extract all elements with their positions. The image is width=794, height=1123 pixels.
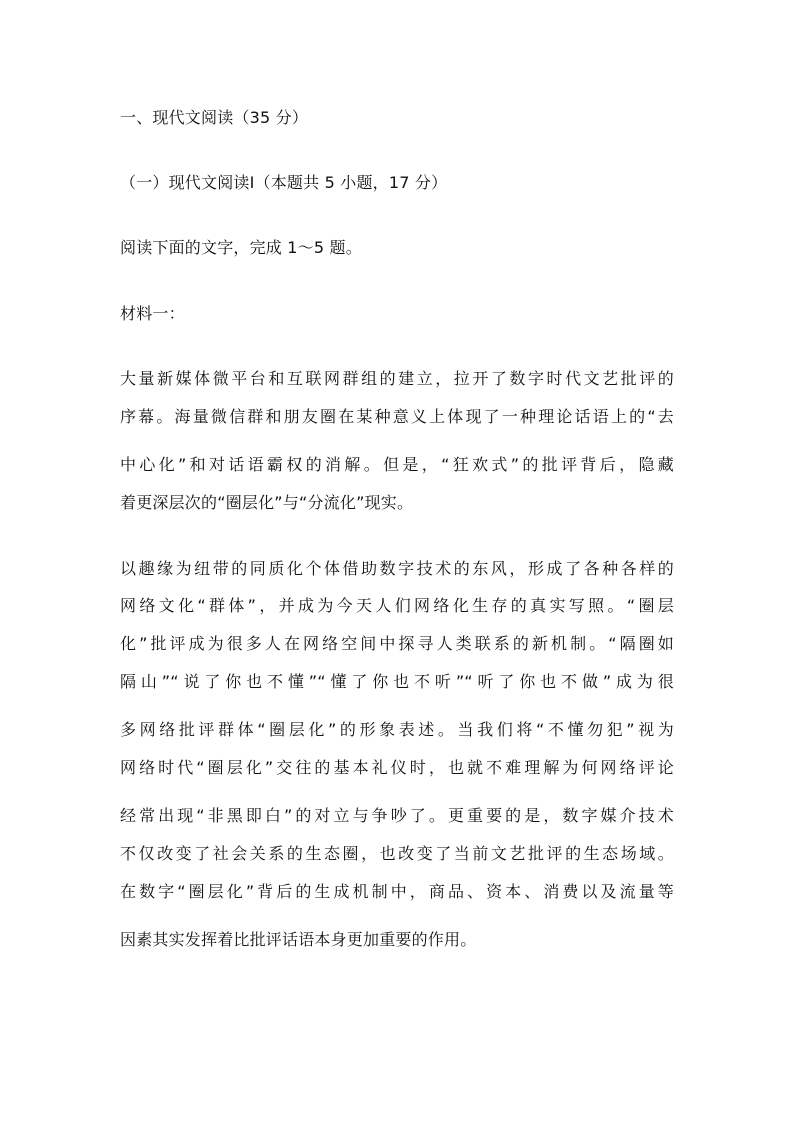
paragraph-1-line: 序幕。海量微信群和朋友圈在某种意义上体现了一种理论话语上的“去 [120,407,674,426]
paragraph-2-line: 隔山”“说了你也不懂”“懂了你也不听”“听了你也不做”成为很 [120,672,674,691]
paragraph-2-line: 网络时代“圈层化”交往的基本礼仪时，也就不难理解为何网络评论 [120,758,674,777]
reading-instruction: 阅读下面的文字，完成 1～5 题。 [120,238,362,257]
paragraph-2-line: 因素其实发挥着比批评话语本身更加重要的作用。 [120,930,477,949]
paragraph-2-line: 网络文化“群体”，并成为今天人们网络化生存的真实写照。“圈层 [120,596,674,615]
paragraph-2-line: 不仅改变了社会关系的生态圈，也改变了当前文艺批评的生态场域。 [120,844,674,863]
material-label: 材料一： [120,304,185,323]
section-title: 一、现代文阅读（35 分） [120,108,309,127]
paragraph-2-line: 经常出现“非黑即白”的对立与争吵了。更重要的是，数字媒介技术 [120,806,674,825]
paragraph-1-line: 中心化”和对话语霸权的消解。但是，“狂欢式”的批评背后，隐藏 [120,455,674,474]
paragraph-1-line: 着更深层次的“圈层化”与“分流化”现实。 [120,493,414,512]
paragraph-1-line: 大量新媒体微平台和互联网群组的建立，拉开了数字时代文艺批评的 [120,369,674,388]
paragraph-2-line: 多网络批评群体“圈层化”的形象表述。当我们将“不懂勿犯”视为 [120,720,674,739]
subsection-title: （一）现代文阅读Ⅰ（本题共 5 小题，17 分） [120,173,448,192]
paragraph-2-line: 在数字“圈层化”背后的生成机制中，商品、资本、消费以及流量等 [120,882,674,901]
paragraph-2-line: 以趣缘为纽带的同质化个体借助数字技术的东风，形成了各种各样的 [120,559,674,578]
paragraph-2-line: 化”批评成为很多人在网络空间中探寻人类联系的新机制。“隔圈如 [120,634,674,653]
